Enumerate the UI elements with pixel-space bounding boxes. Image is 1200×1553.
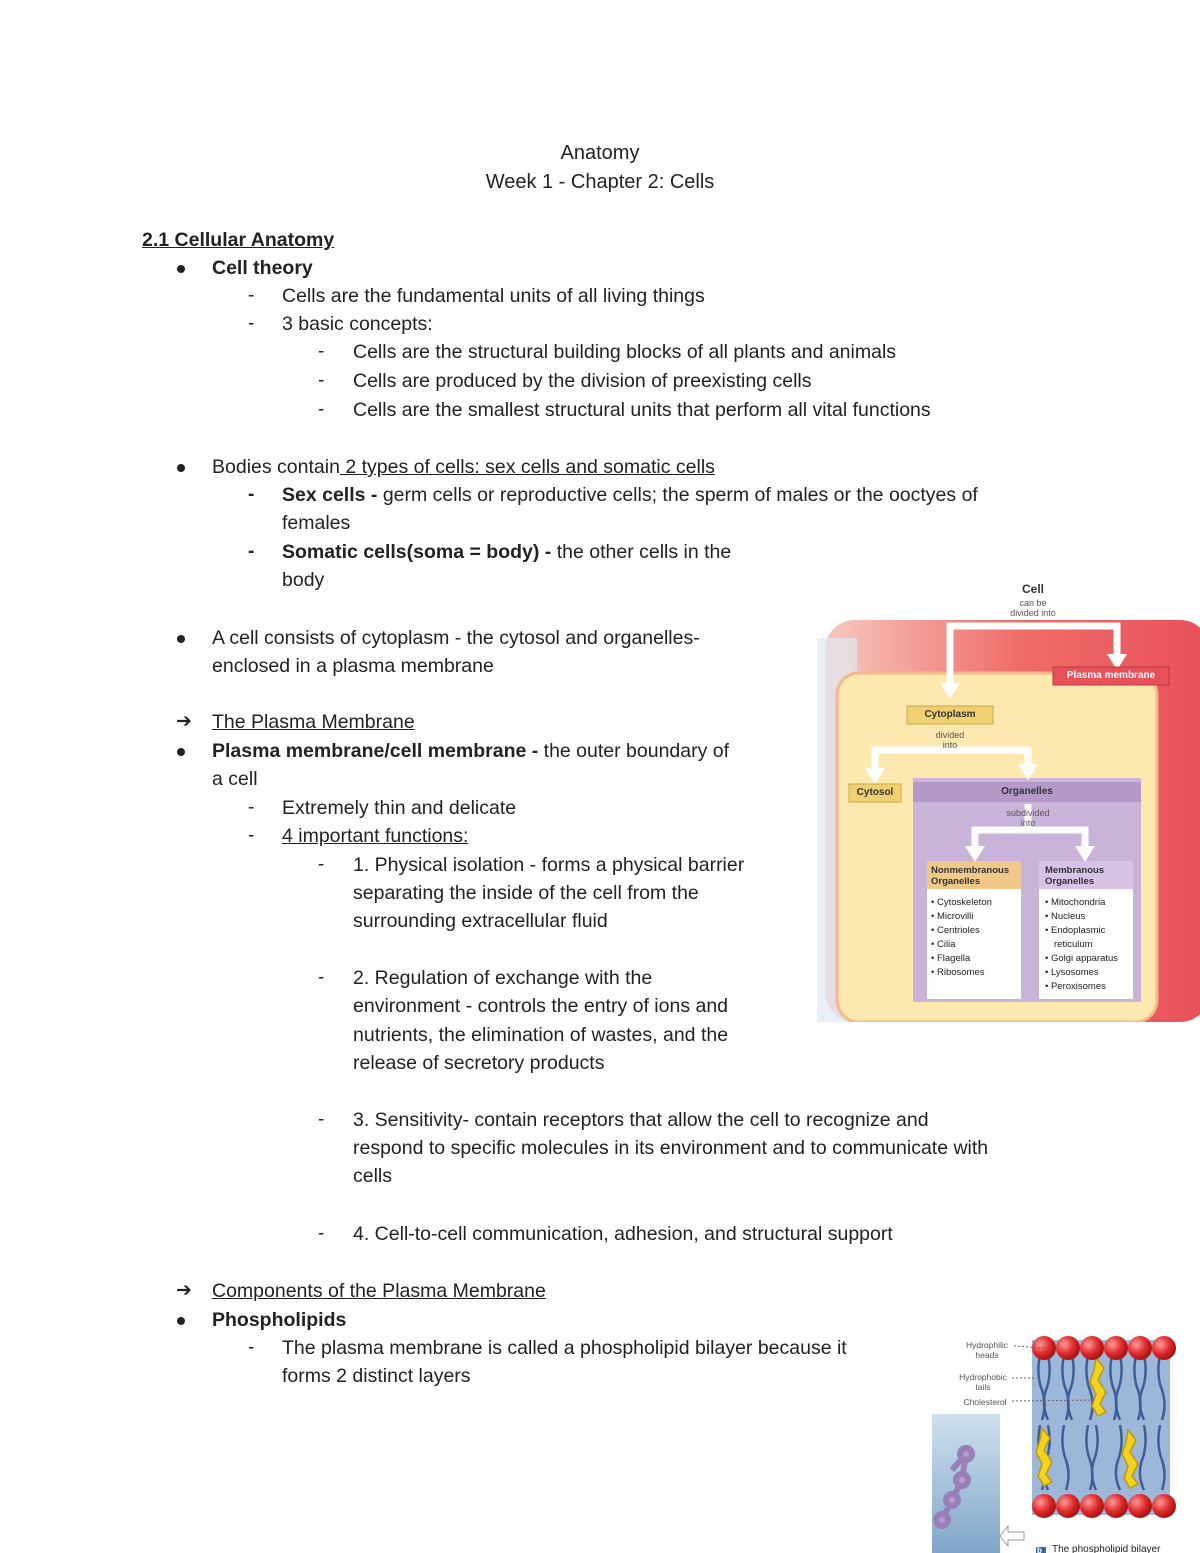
bilayer-explanation-cont: forms 2 distinct layers [282, 1365, 471, 1387]
cell-organization-diagram [815, 578, 1200, 1022]
list-item: • Golgi apparatus [1045, 953, 1119, 964]
hydrophobic-line: tails [975, 1382, 991, 1392]
hydrophobic-line: Hydrophobic [959, 1372, 1007, 1382]
function-3: 3. Sensitivity- contain receptors that allow the cell to recognize and [353, 1109, 929, 1131]
list-item: • Endoplasmic [1045, 925, 1106, 936]
function-2-cont: release of secretory products [353, 1052, 605, 1074]
dash-marker: - [318, 399, 325, 420]
list-item-text: Ribosomes [936, 967, 985, 978]
plasma-def-text: the outer boundary of [543, 740, 730, 762]
list-item [1045, 938, 1118, 952]
sex-cells-text-cont: females [282, 512, 351, 534]
cell-definition: A cell consists of cytoplasm - the cytosol and organelles- [212, 627, 700, 649]
bilayer-caption: The phospholipid bilayer [1052, 1544, 1161, 1553]
functions-title: 4 important functions: [282, 825, 469, 847]
list-item-text: Golgi apparatus [1050, 953, 1119, 964]
sex-cells-line [282, 481, 978, 510]
bullet-dot [177, 265, 185, 273]
phospholipids-title: Phospholipids [212, 1309, 347, 1331]
list-item-text: Mitochondria [1050, 897, 1106, 908]
list-item: • Lysosomes [1045, 967, 1099, 978]
sex-cells-label: Sex cells - [282, 484, 383, 506]
list-item-text: Peroxisomes [1050, 981, 1106, 992]
somatic-cells-line [282, 538, 731, 567]
dash-marker: - [248, 825, 255, 846]
list-item: • Ribosomes [931, 967, 985, 978]
membranous-line: Organelles [1045, 876, 1095, 887]
diagram-cell-label: Cell [1021, 582, 1044, 596]
nonmembranous-list [931, 896, 992, 980]
plasma-definition [212, 737, 729, 766]
dash-marker: - [318, 854, 325, 875]
diagram-subdivided-into-label: into [1020, 818, 1036, 828]
bullet-dot [177, 1317, 185, 1325]
function-1: 1. Physical isolation - forms a physical barrier [353, 854, 745, 876]
cell-theory-point: 3 basic concepts: [282, 313, 433, 335]
diagram-cytosol-label: Cytosol [856, 787, 894, 798]
dash-marker: - [248, 484, 255, 505]
dash-marker: - [248, 797, 255, 818]
hydrophilic-label [960, 1340, 1014, 1360]
arrow-marker: ➔ [176, 1280, 192, 1301]
concept-item: Cells are produced by the division of preexisting cells [353, 370, 812, 392]
diagram-cytoplasm-label: Cytoplasm [924, 709, 976, 720]
list-item: • Cilia [931, 939, 956, 950]
diagram-can-be-label: can be [1019, 598, 1047, 608]
diagram-membranous-header [1045, 865, 1135, 887]
plasma-def-label: Plasma membrane/cell membrane - [212, 740, 544, 762]
bullet-dot [177, 635, 185, 643]
dash-marker: - [318, 341, 325, 362]
phospholipid-bilayer-diagram [932, 1330, 1200, 1553]
bodies-underlined: 2 types of cells: sex cells and somatic cells [339, 456, 715, 478]
function-2: 2. Regulation of exchange with the [353, 967, 653, 989]
nonmembranous-line: Organelles [931, 876, 981, 887]
dash-marker: - [248, 541, 255, 562]
list-item: • Microvilli [931, 911, 974, 922]
list-item: • Centrioles [931, 925, 980, 936]
list-item-text: Microvilli [936, 911, 974, 922]
bodies-prefix: Bodies contain [212, 456, 340, 478]
function-4: 4. Cell-to-cell communication, adhesion, and structural support [353, 1223, 893, 1245]
concept-item: Cells are the smallest structural units that perform all vital functions [353, 399, 931, 421]
arrow-marker: ➔ [176, 711, 192, 732]
diagram-subdivided-label: subdivided [1006, 808, 1050, 818]
bullet-dot [177, 748, 185, 756]
cell-theory-point: Cells are the fundamental units of all living things [282, 285, 705, 307]
diagram-divided-into-label: divided into [1010, 608, 1056, 618]
list-item: • Cytoskeleton [931, 897, 992, 908]
function-2-cont: environment - controls the entry of ions and [353, 995, 729, 1017]
dash-marker: - [248, 285, 255, 306]
list-item: • Flagella [931, 953, 971, 964]
function-3-cont: respond to specific molecules in its environment and to communicate with [353, 1137, 989, 1159]
function-2-cont: nutrients, the elimination of wastes, and the [353, 1024, 729, 1046]
diagram-plasma-membrane-label: Plasma membrane [1066, 670, 1156, 681]
diagram-divided-label: divided [935, 730, 965, 740]
dash-marker: - [248, 313, 255, 334]
dash-marker: - [318, 1109, 325, 1130]
hydrophobic-label [954, 1372, 1012, 1392]
diagram-organelles-label: Organelles [1001, 786, 1053, 797]
function-1-cont: surrounding extracellular fluid [353, 910, 608, 932]
list-item-text: Nucleus [1050, 911, 1086, 922]
dash-marker: - [248, 1337, 255, 1358]
function-1-cont: separating the inside of the cell from the [353, 882, 699, 904]
diagram-into-label: into [942, 740, 958, 750]
dash-marker: - [318, 1223, 325, 1244]
list-item-text: Lysosomes [1050, 967, 1099, 978]
hydrophilic-line: Hydrophilic [965, 1340, 1009, 1350]
hydrophilic-line: heads [975, 1350, 999, 1360]
somatic-cells-text: the other cells in the [556, 541, 732, 563]
cholesterol-label: Cholesterol [963, 1397, 1007, 1407]
function-3-cont: cells [353, 1165, 393, 1187]
list-item-text: Flagella [936, 953, 971, 964]
list-item-text: reticulum [1054, 939, 1093, 950]
diagram-nonmembranous-header [931, 865, 1021, 887]
section-title: 2.1 Cellular Anatomy [142, 229, 335, 251]
bilayer-explanation: The plasma membrane is called a phospholipid bilayer because it [282, 1337, 847, 1359]
list-item-text: Cytoskeleton [936, 897, 992, 908]
list-item-text: Endoplasmic [1050, 925, 1106, 936]
plasma-thin: Extremely thin and delicate [282, 797, 517, 819]
somatic-cells-label: Somatic cells(soma = body) - [282, 541, 557, 563]
nonmembranous-line: Nonmembranous [931, 865, 1010, 876]
document-subtitle: Week 1 - Chapter 2: Cells [485, 171, 715, 193]
components-heading: Components of the Plasma Membrane [212, 1280, 546, 1302]
cell-diagram-art [815, 578, 1200, 1022]
bullet-dot [177, 464, 185, 472]
list-item: • Nucleus [1045, 911, 1086, 922]
bilayer-art [932, 1330, 1200, 1553]
membranous-line: Membranous [1045, 865, 1105, 876]
list-item-text: Cilia [936, 939, 956, 950]
list-item-text: Centrioles [936, 925, 980, 936]
plasma-definition-cont: a cell [212, 768, 258, 790]
list-item: • Peroxisomes [1045, 981, 1106, 992]
cell-definition-cont: enclosed in a plasma membrane [212, 655, 494, 677]
membranous-list [1045, 896, 1118, 994]
panel-letter: b [1037, 1546, 1042, 1553]
plasma-heading: The Plasma Membrane [212, 711, 415, 733]
sex-cells-text: germ cells or reproductive cells; the sperm of males or the ooctyes of [382, 484, 978, 506]
list-item: • Mitochondria [1045, 897, 1106, 908]
cell-theory-title: Cell theory [212, 257, 313, 279]
bodies-line [212, 453, 715, 482]
document-subject: Anatomy [560, 142, 640, 164]
dash-marker: - [318, 967, 325, 988]
somatic-cells-text-cont: body [282, 569, 325, 591]
dash-marker: - [318, 370, 325, 391]
concept-item: Cells are the structural building blocks of all plants and animals [353, 341, 897, 363]
